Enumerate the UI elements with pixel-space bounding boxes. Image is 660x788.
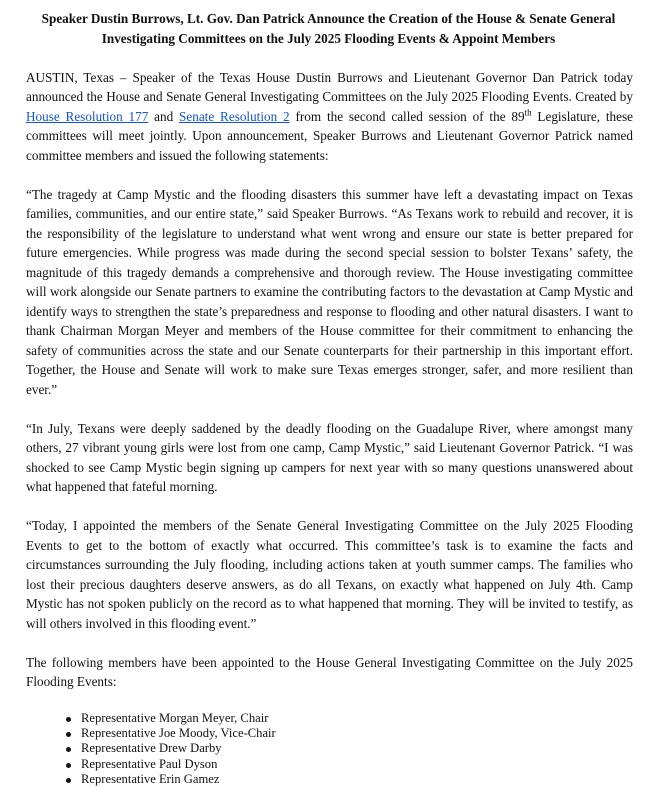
member-name: Representative Drew Darby [81,741,222,756]
committee-member-list [26,711,633,787]
intro-paragraph [26,68,633,166]
member-name: Representative Morgan Meyer, Chair [81,711,269,725]
member-name: Representative Paul Dyson [81,756,218,771]
bullet-icon [66,763,71,768]
members-intro-paragraph: The following members have been appointed to the House General Investigating Committee on the July 2025 Flooding Events: [26,654,633,689]
bullet-icon [66,732,71,737]
senate-resolution-link[interactable]: Senate Resolution 2 [179,108,290,124]
bullet-icon [66,747,71,752]
patrick-quote-paragraph-2: “Today, I appointed the members of the Senate General Investigating Committee on the July 2025 Flooding Events to get to the bottom of exactly what occurred. This committee’s task is to examine the facts and circumstances surrounding the July flooding, including actions taken at youth summer camps. The families who lost their precious daughters deserve answers, as do all Texans, on exactly what happened on July 4th. Camp Mystic has not spoken publicly on the record as to what happened that morning. They will be invited to testify, as will others involved in this flooding event.” [26,518,633,631]
spacer [26,692,633,712]
intro-text-1: AUSTIN, Texas – Speaker of the Texas House Dustin Burrows and Lieutenant Governor Dan Patrick today announced the House and Senate General Investigating Committees on the July 2025 Flooding Events. Created by [26,69,633,104]
spacer [26,399,633,419]
bullet-icon [66,778,71,783]
intro-text-4: Legislature, these committees will meet jointly. Upon announcement, Speaker Burrows and Lieutenant Governor Patrick named committee members and issued the following statements: [26,108,633,163]
spacer [26,165,633,185]
member-name: Representative Erin Gamez [81,771,220,786]
intro-text-2: and [148,108,180,124]
bullet-icon [66,717,71,722]
list-item [81,757,633,772]
page-title: Speaker Dustin Burrows, Lt. Gov. Dan Patrick Announce the Creation of the House & Senate General Investigating Committees on the July 2025 Flooding Events & Appoint Members [41,11,616,46]
spacer [26,48,633,68]
intro-text-3: from the second called session of the 89 [289,108,525,124]
burrows-quote-paragraph: “The tragedy at Camp Mystic and the flooding disasters this summer have left a devastating impact on Texas families, communities, and our entire state,” said Speaker Burrows. “As Texans work to rebuild and recover, it is the responsibility of the legislature to understand what went wrong and ensure our state is better prepared for future emergencies. While progress was made during the second special session to bolster Texans’ safety, the magnitude of this tragedy demands a comprehensive and thorough review. The House investigating committee will work alongside our Senate partners to examine the contributing factors to the devastation at Camp Mystic and identify ways to strengthen the state’s preparedness and response to flooding and other natural disasters. I want to thank Chairman Morgan Meyer and members of the House committee for their commitment to enhancing the safety of communities across the state and our Senate counterparts for their partnership in this important effort. Together, the House and Senate will work to make sure Texas emerges stronger, safer, and more resilient than ever.” [26,186,633,397]
spacer [26,633,633,653]
ordinal-suffix: th [524,107,532,118]
member-name: Representative Joe Moody, Vice-Chair [81,726,276,741]
list-item [81,711,633,726]
patrick-quote-paragraph-1: “In July, Texans were deeply saddened by the deadly flooding on the Guadalupe River, where amongst many others, 27 vibrant young girls were lost from one camp, Camp Mystic,” said Lieutenant Governor Patrick. “I was shocked to see Camp Mystic begin signing up campers for next year with so many questions unanswered about what happened that fateful morning. [26,420,633,494]
list-item [81,726,633,741]
house-resolution-link[interactable]: House Resolution 177 [26,108,149,124]
list-item [81,741,633,756]
spacer [26,497,633,517]
list-item [81,772,633,787]
